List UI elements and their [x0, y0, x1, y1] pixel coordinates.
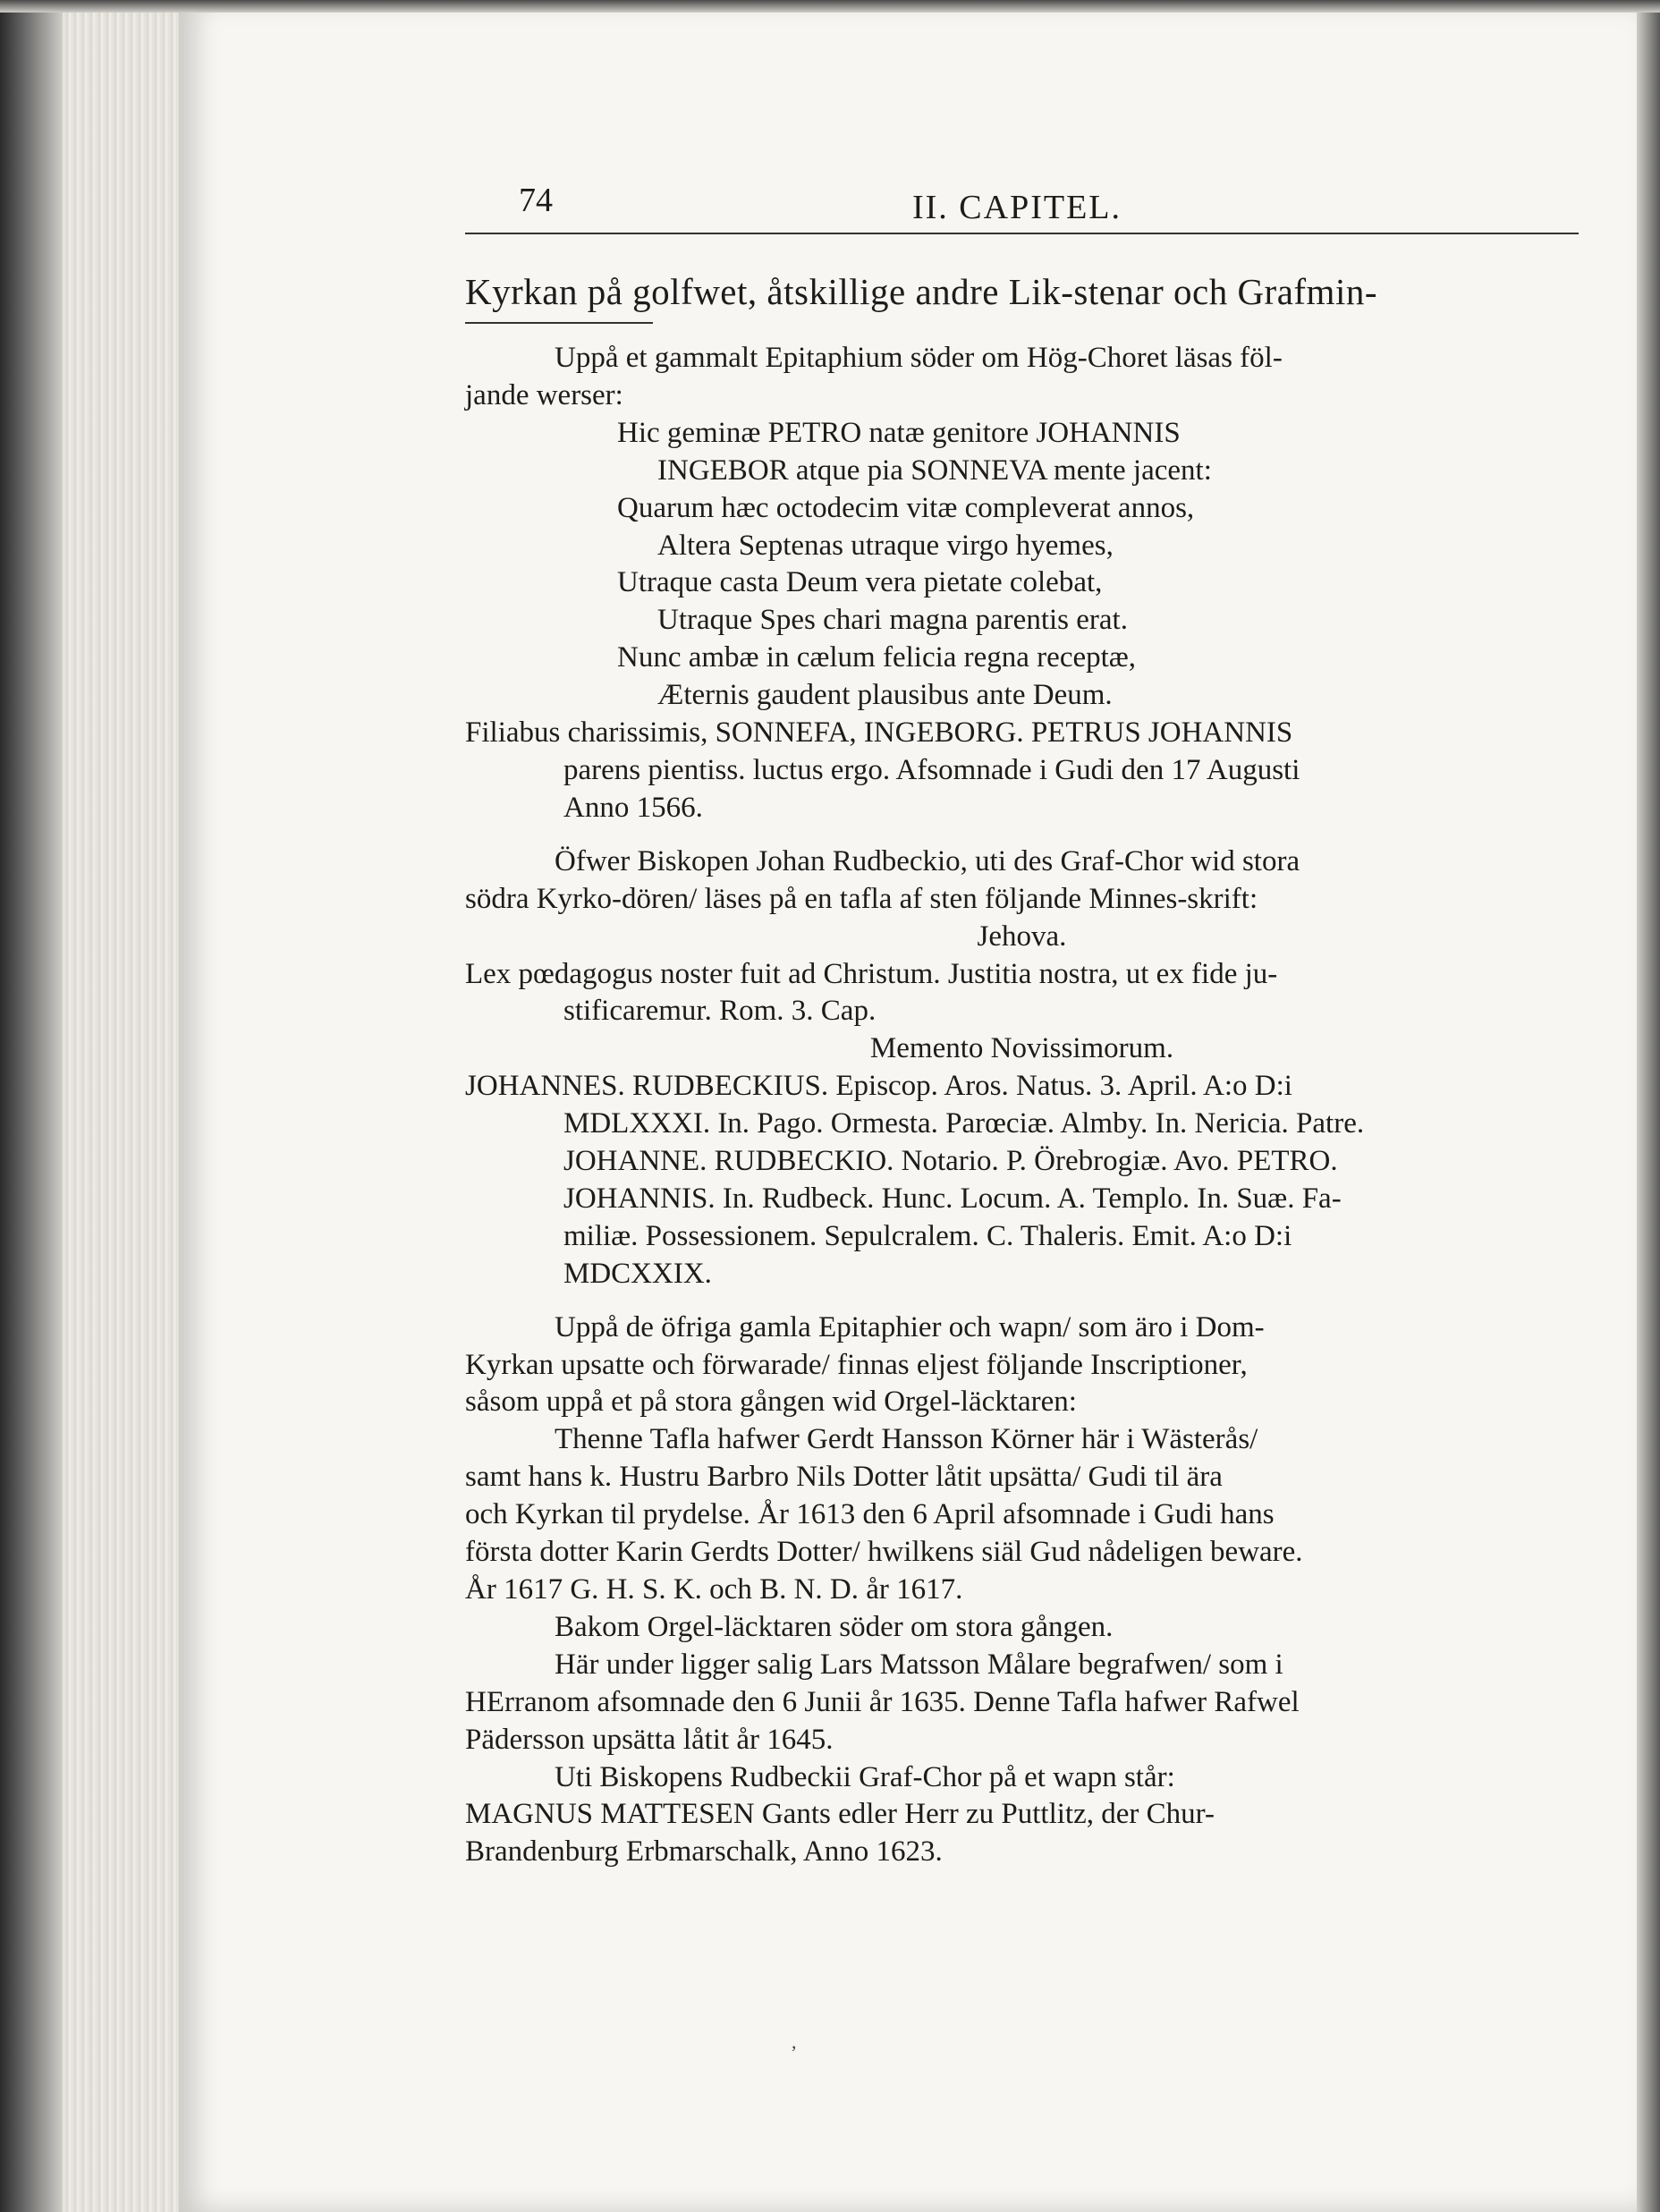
paragraph-line: Pädersson upsätta låtit år 1645. — [465, 1723, 834, 1756]
paragraph-line: samt hans k. Hustru Barbro Nils Dotter låtit upsätta/ Gudi til ära — [465, 1461, 1223, 1494]
paragraph-line: Thenne Tafla hafwer Gerdt Hansson Körner här i Wästerås/ — [555, 1423, 1258, 1456]
paragraph-line: MAGNUS MATTESEN Gants edler Herr zu Puttlitz, der Chur- — [465, 1798, 1215, 1831]
inscription-line: MDCXXIX. — [563, 1257, 712, 1290]
har-under-paragraph — [465, 1647, 1579, 1759]
paragraph-line: Här under ligger salig Lars Matsson Målare begrafwen/ som i — [555, 1648, 1283, 1681]
paragraph-line: Uti Biskopens Rudbeckii Graf-Chor på et wapn står: — [555, 1760, 1175, 1793]
lex-quote — [465, 956, 1579, 1031]
intro-line: jande werser: — [465, 378, 623, 411]
paragraph-line: och Kyrkan til prydelse. År 1613 den 6 April afsomnade i Gudi hans — [465, 1498, 1275, 1531]
paragraph-line: HErranom afsomnade den 6 Junii år 1635. Denne Tafla hafwer Rafwel — [465, 1685, 1300, 1718]
verse-line: Æternis gaudent plausibus ante Deum. — [657, 679, 1113, 712]
verse-line: Utraque Spes chari magna parentis erat. — [657, 604, 1128, 637]
dedication-line: parens pientiss. luctus ergo. Afsomnade i Gudi den 17 Augusti — [563, 753, 1300, 786]
paragraph-line: såsom uppå et på stora gången wid Orgel-läcktaren: — [465, 1386, 1077, 1419]
lex-line: Lex pœdagogus noster fuit ad Christum. Justitia nostra, ut ex fide ju- — [465, 957, 1278, 990]
page-number: 74 — [519, 182, 553, 219]
right-page-edge — [1637, 0, 1660, 2212]
rudbeck-intro — [465, 843, 1579, 919]
inscription-line: JOHANNES. RUDBECKIUS. Episcop. Aros. Natus. 3. April. A:o D:i — [465, 1070, 1292, 1103]
verse-line: Utraque casta Deum vera pietate colebat, — [617, 566, 1103, 599]
jehova-heading: Jehova. — [977, 920, 1067, 953]
epitaph-verse — [465, 415, 1579, 715]
title-rule — [465, 322, 653, 324]
paragraph-line: södra Kyrko-dören/ läses på en tafla af sten följande Minnes-skrift: — [465, 882, 1258, 915]
top-page-edge — [0, 0, 1660, 13]
paragraph-line: Öfwer Biskopen Johan Rudbeckio, uti des Graf-Chor wid stora — [555, 844, 1300, 877]
dedication-line: Anno 1566. — [563, 791, 703, 824]
uti-paragraph — [465, 1759, 1579, 1872]
paragraph-line: Uppå de öfriga gamla Epitaphier och wapn/ som äro i Dom- — [555, 1310, 1265, 1343]
paragraph-line: Brandenburg Erbmarschalk, Anno 1623. — [465, 1835, 943, 1869]
dedication — [465, 715, 1579, 827]
inscription-line: JOHANNIS. In. Rudbeck. Hunc. Locum. A. Templo. In. Suæ. Fa- — [563, 1182, 1342, 1215]
memento-heading: Memento Novissimorum. — [869, 1032, 1174, 1065]
running-head: II. CAPITEL. — [912, 189, 1122, 226]
lex-line: stificaremur. Rom. 3. Cap. — [563, 995, 877, 1028]
page-content — [465, 170, 1579, 1871]
dedication-line: Filiabus charissimis, SONNEFA, INGEBORG. PETRUS JOHANNIS — [465, 716, 1293, 750]
footer-mark: , — [792, 2030, 797, 2053]
inscription-line: MDLXXXI. In. Pago. Ormesta. Parœciæ. Almby. In. Nericia. Patre. — [563, 1107, 1365, 1140]
section-title: Kyrkan på golfwet, åtskillige andre Lik-stenar och Grafmin- — [465, 271, 1377, 312]
inscription-line: miliæ. Possessionem. Sepulcralem. C. Thaleris. Emit. A:o D:i — [563, 1219, 1292, 1252]
verse-line: Altera Septenas utraque virgo hyemes, — [657, 529, 1114, 562]
paragraph-line: År 1617 G. H. S. K. och B. N. D. år 1617. — [465, 1573, 963, 1606]
verse-line: Quarum hæc octodecim vitæ compleverat annos, — [617, 491, 1195, 524]
intro-paragraph — [465, 340, 1579, 415]
other-epitaphs-paragraph — [465, 1309, 1579, 1422]
binding-shadow — [0, 0, 63, 2212]
verse-line: INGEBOR atque pia SONNEVA mente jacent: — [657, 453, 1212, 487]
bakom-line: Bakom Orgel-läcktaren söder om stora gången. — [555, 1610, 1114, 1643]
paragraph-line: första dotter Karin Gerdts Dotter/ hwilkens siäl Gud nådeligen beware. — [465, 1536, 1303, 1569]
inscription-line: JOHANNE. RUDBECKIO. Notario. P. Örebrogiæ. Avo. PETRO. — [563, 1145, 1338, 1178]
page-header — [465, 170, 1579, 234]
intro-line: Uppå et gammalt Epitaphium söder om Hög-Choret läsas föl- — [555, 342, 1283, 374]
verse-line: Hic geminæ PETRO natæ genitore JOHANNIS — [617, 416, 1181, 449]
latin-inscription — [465, 1068, 1579, 1292]
thenne-paragraph — [465, 1421, 1579, 1609]
paragraph-line: Kyrkan upsatte och förwarade/ finnas eljest följande Inscriptioner, — [465, 1348, 1248, 1381]
verse-line: Nunc ambæ in cælum felicia regna receptæ, — [617, 641, 1137, 674]
